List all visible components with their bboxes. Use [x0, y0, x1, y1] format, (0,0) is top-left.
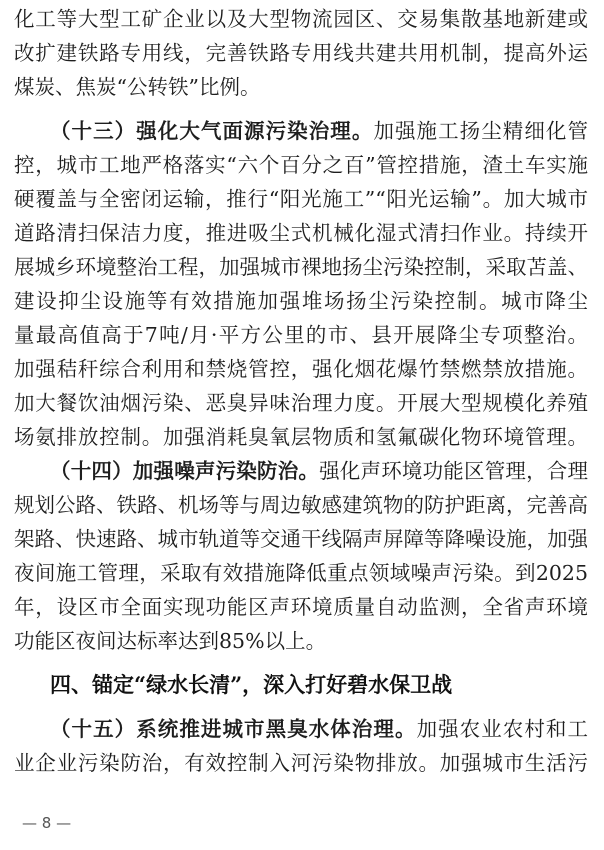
- body-line: 化工等大型工矿企业以及大型物流园区、交易集散基地新建或: [14, 7, 588, 31]
- page-number: — 8 —: [22, 814, 72, 832]
- body-line: 加强秸秆综合利用和禁烧管控，强化烟花爆竹禁燃禁放措施。: [14, 357, 588, 381]
- body-line: 展城乡环境整治工程，加强城市裸地扬尘污染控制，采取苫盖、: [14, 255, 588, 279]
- body-line: 业企业污染防治，有效控制入河污染物排放。加强城市生活污: [14, 751, 588, 775]
- body-line: 规划公路、铁路、机场等与周边敏感建筑物的防护距离，完善高: [14, 493, 588, 517]
- section-15-first-line: [50, 712, 588, 746]
- section-13-text: 加强施工扬尘精细化管: [373, 119, 588, 143]
- body-line: 控，城市工地严格落实“六个百分之百”管控措施，渣土车实施: [14, 153, 588, 177]
- body-line: 架路、快速路、城市轨道等交通干线隔声屏障等降噪设施，加强: [14, 527, 588, 551]
- body-line: 量最高值高于7吨/月·平方公里的市、县开展降尘专项整治。: [14, 323, 588, 347]
- body-line: 加大餐饮油烟污染、恶臭异味治理力度。开展大型规模化养殖: [14, 391, 588, 415]
- body-line: 功能区夜间达标率达到85%以上。: [14, 629, 327, 653]
- body-line: 年，设区市全面实现功能区声环境质量自动监测，全省声环境: [14, 595, 588, 619]
- section-13-first-line: [50, 114, 588, 148]
- section-13-title: （十三）强化大气面源污染治理。: [50, 119, 374, 143]
- section-14-first-line: [50, 454, 588, 488]
- section-15-text: 加强农业农村和工: [416, 717, 588, 741]
- section-15-title: （十五）系统推进城市黑臭水体治理。: [50, 717, 417, 741]
- body-line: 场氨排放控制。加强消耗臭氧层物质和氢氟碳化物环境管理。: [14, 425, 588, 449]
- body-line: 硬覆盖与全密闭运输，推行“阳光施工”“阳光运输”。加大城市: [14, 187, 588, 211]
- section-14-text: 强化声环境功能区管理，合理: [319, 459, 588, 483]
- section-14-title: （十四）加强噪声污染防治。: [50, 459, 320, 483]
- body-line: 建设抑尘设施等有效措施加强堆场扬尘污染控制。城市降尘: [14, 289, 588, 313]
- body-line: 改扩建铁路专用线，完善铁路专用线共建共用机制，提高外运: [14, 41, 588, 65]
- body-line: 煤炭、焦炭“公转铁”比例。: [14, 75, 261, 99]
- body-line: 道路清扫保洁力度，推进吸尘式机械化湿式清扫作业。持续开: [14, 221, 588, 245]
- body-line: 夜间施工管理，采取有效措施降低重点领域噪声污染。到2025: [14, 561, 588, 585]
- chapter-heading: 四、锚定“绿水长清”，深入打好碧水保卫战: [50, 672, 453, 697]
